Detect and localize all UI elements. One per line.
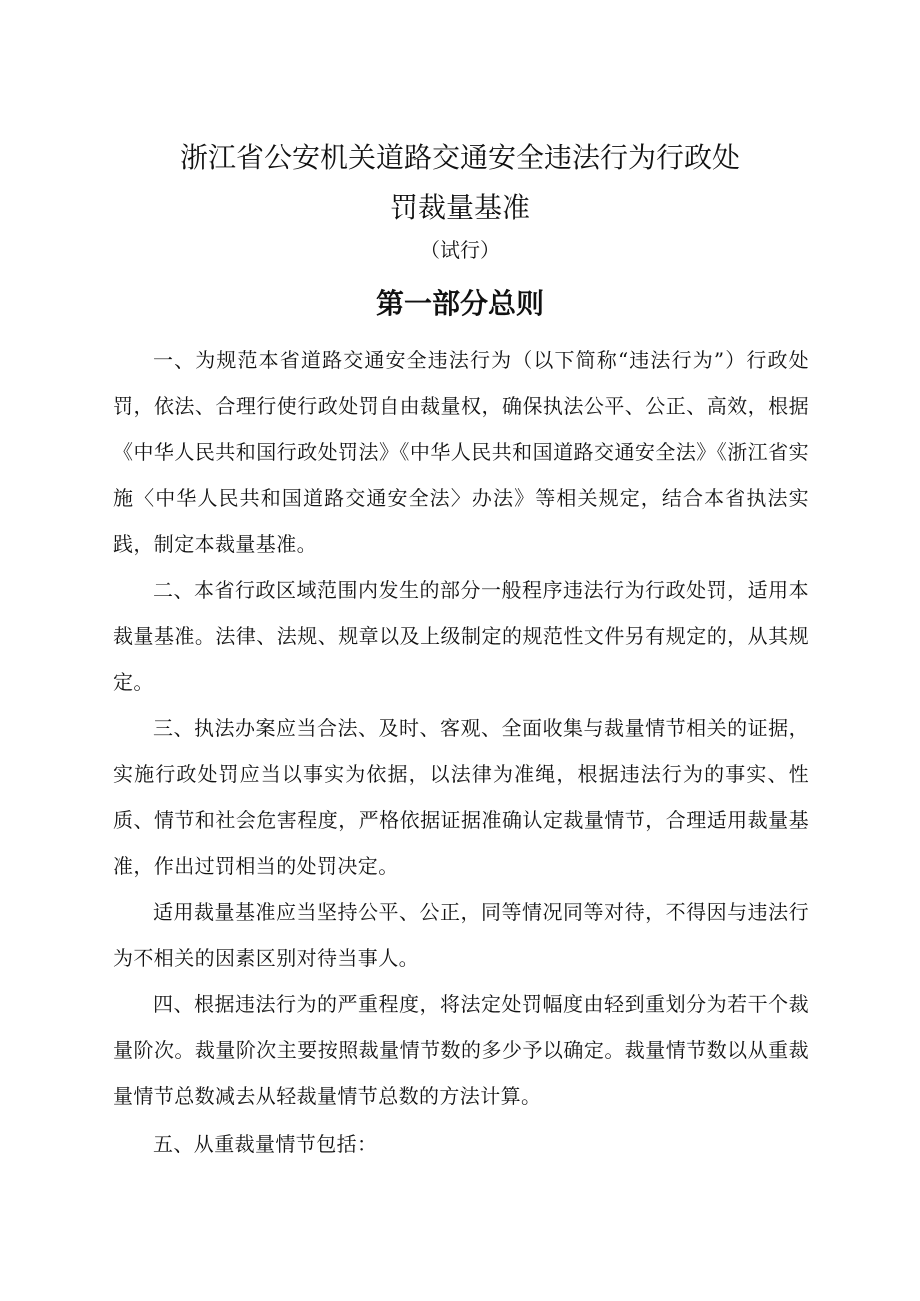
document-title-line-2: 罚裁量基准 xyxy=(389,191,530,224)
paragraph-article-3-supplement: 适用裁量基准应当坚持公平、公正，同等情况同等对待，不得因与违法行为不相关的因素区别对待当事人。 xyxy=(113,900,809,970)
paragraph-article-4: 四、根据违法行为的严重程度，将法定处罚幅度由轻到重划分为若干个裁量阶次。裁量阶次主要按照裁量情节数的多少予以确定。裁量情节数以从重裁量情节总数减去从轻裁量情节总数的方法计算。 xyxy=(113,992,809,1108)
paragraph-article-5: 五、从重裁量情节包括： xyxy=(153,1132,378,1156)
section-heading: 第一部分总则 xyxy=(375,287,544,320)
paragraph-article-3: 三、执法办案应当合法、及时、客观、全面收集与裁量情节相关的证据，实施行政处罚应当以事实为依据，以法律为准绳，根据违法行为的事实、性质、情节和社会危害程度，严格依据证据准确认定裁量情节，合理适用裁量基准，作出过罚相当的处罚决定。 xyxy=(113,716,809,878)
document-subtitle: （试行） xyxy=(420,238,500,262)
document-body xyxy=(113,337,809,1167)
paragraph-article-1: 一、为规范本省道路交通安全违法行为（以下简称“违法行为”）行政处罚，依法、合理行使行政处罚自由裁量权，确保执法公平、公正、高效，根据《中华人民共和国行政处罚法》《中华人民共和国道路交通安全法》《浙江省实施〈中华人民共和国道路交通安全法〉办法》等相关规定，结合本省执法实践，制定本裁量基准。 xyxy=(113,348,809,556)
paragraph-article-2: 二、本省行政区域范围内发生的部分一般程序违法行为行政处罚，适用本裁量基准。法律、法规、规章以及上级制定的规范性文件另有规定的，从其规定。 xyxy=(113,578,809,694)
document-title-line-1: 浙江省公安机关道路交通安全违法行为行政处 xyxy=(179,141,740,174)
